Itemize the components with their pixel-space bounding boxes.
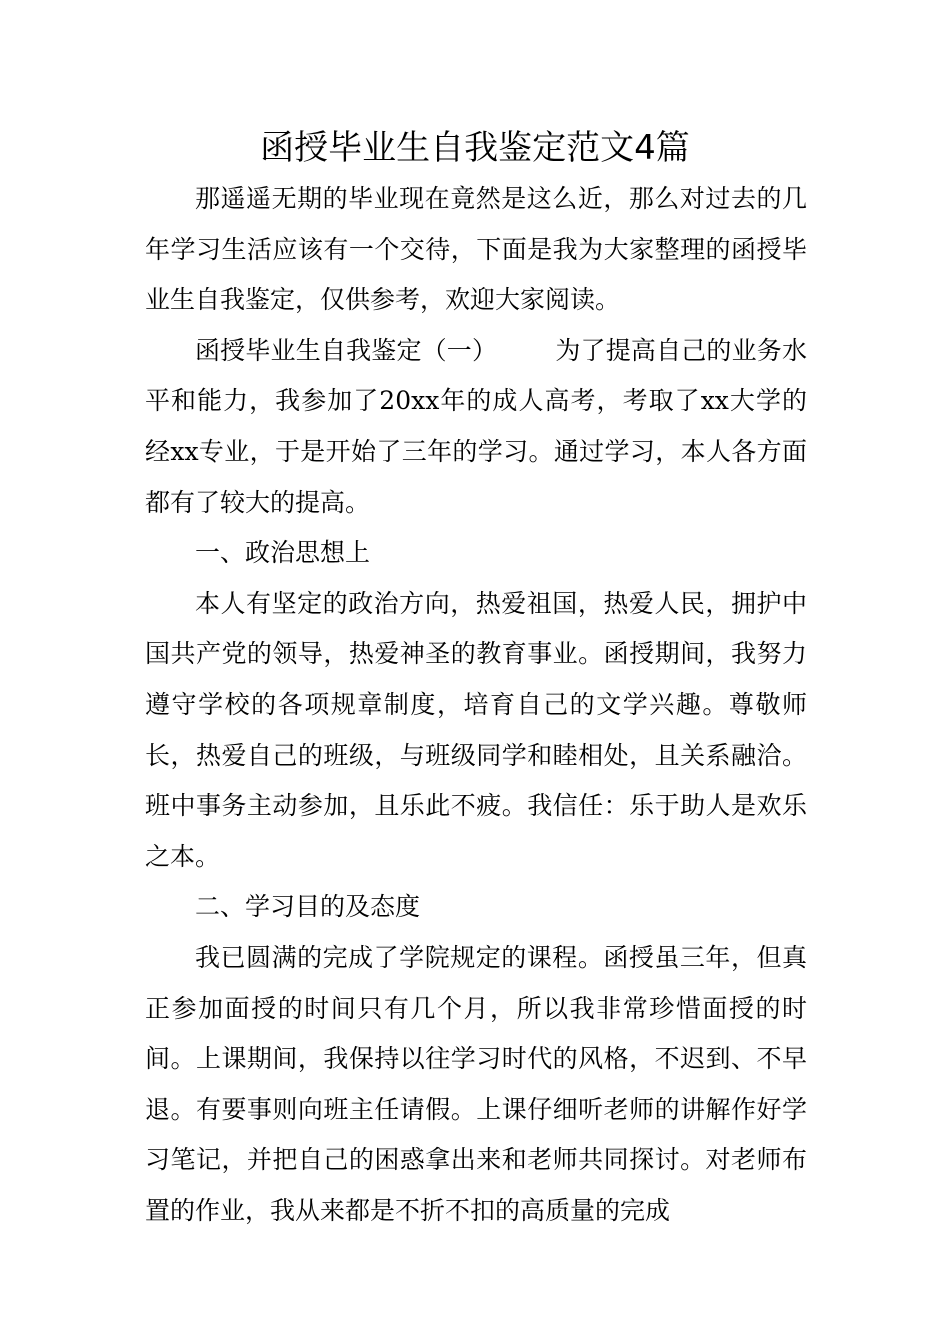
document-title: 函授毕业生自我鉴定范文4篇 — [260, 128, 690, 168]
part1-heading: 函授毕业生自我鉴定（一） — [195, 335, 498, 365]
intro-paragraph: 那遥遥无期的毕业现在竟然是这么近，那么对过去的几年学习生活应该有一个交待，下面是我为大家整理的函授毕业生自我鉴定，仅供参考，欢迎大家阅读。 — [145, 184, 807, 315]
part1-paragraph — [145, 326, 807, 528]
section2-heading: 二、学习目的及态度 — [195, 892, 421, 922]
section1-heading: 一、政治思想上 — [195, 538, 371, 568]
document-body — [145, 174, 807, 1236]
section2-paragraph: 我已圆满的完成了学院规定的课程。函授虽三年，但真正参加面授的时间只有几个月，所以我非常珍惜面授的时间。上课期间，我保持以往学习时代的风格，不迟到、不早退。有要事则向班主任请假。上课仔细听老师的讲解作好学习笔记，并把自己的困惑拿出来和老师共同探讨。对老师布置的作业，我从来都是不折不扣的高质量的完成 — [145, 942, 807, 1225]
section1-paragraph: 本人有坚定的政治方向，热爱祖国，热爱人民，拥护中国共产党的领导，热爱神圣的教育事业。函授期间，我努力遵守学校的各项规章制度，培育自己的文学兴趣。尊敬师长，热爱自己的班级，与班级同学和睦相处，且关系融洽。班中事务主动参加，且乐此不疲。我信任：乐于助人是欢乐之本。 — [145, 588, 807, 871]
part1-opening-text: 为了提高自己的业务水平和能力，我参加了20xx年的成人高考，考取了xx大学的经xx专业，于是开始了三年的学习。通过学习，本人各方面都有了较大的提高。 — [145, 335, 807, 517]
